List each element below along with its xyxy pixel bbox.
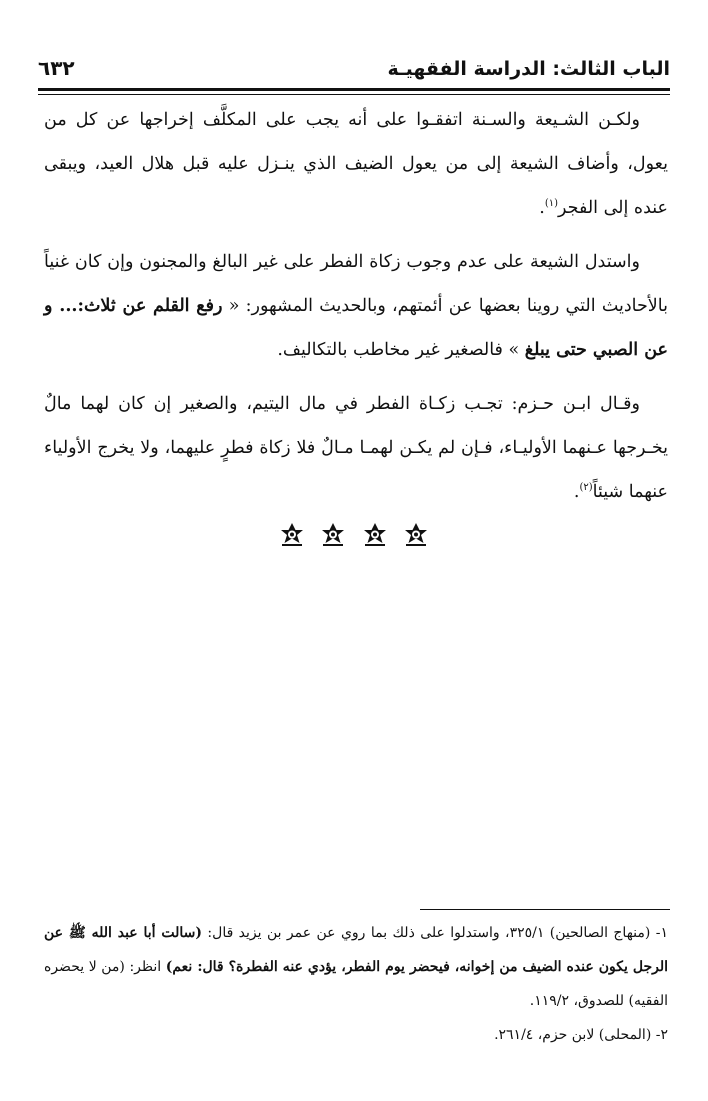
body-text — [44, 98, 668, 524]
footnote-ref-2[interactable]: (٢) — [579, 482, 593, 494]
paragraph-3-text: وقـال ابـن حـزم: تجـب زكـاة الفطر في مال اليتيم، والصغير إن كان لهما مالٌ يخـرجها عـنهما الأوليـاء، فـإن لم يكـن لهمـا مـالٌ فلا زكاة فطرٍ عليهما، ولا يخرج الأولياء عنهما شيئاً — [44, 394, 668, 502]
paragraph-2 — [44, 240, 668, 372]
star-ornament-icon — [362, 522, 388, 548]
star-ornament-icon — [279, 522, 305, 548]
star-ornament-icon — [320, 522, 346, 548]
footnote-separator — [420, 909, 670, 910]
page-number: ٦٣٢ — [38, 56, 75, 80]
footnote-2: ٢- (المحلى) لابن حزم، ٢٦١/٤. — [494, 1027, 668, 1043]
footnote-1 — [44, 916, 668, 1018]
footnote-ref-1[interactable]: (١) — [544, 198, 559, 210]
section-divider-ornaments — [0, 522, 708, 552]
star-ornament-icon — [403, 522, 429, 548]
chapter-title: الباب الثالث: الدراسة الفقهيـة — [387, 58, 670, 80]
footnote-1-quote: (سالت أبا عبد الله ﷺ عن الرجل يكون عنده الضيف من إخوانه، فيحضر يوم الفطر، يؤدي عنه الفطرة؟ قال: نعم) — [44, 925, 669, 975]
footnote-1-text-a: ١- (منهاج الصالحين) ٣٢٥/١، واستدلوا على ذلك بما روي عن عمر بن يزيد قال: — [202, 925, 669, 941]
paragraph-1 — [44, 98, 668, 230]
footnote-1-text-b: انظر: (من لا يحضره الفقيه) للصدوق، ١١٩/٢. — [44, 959, 668, 1009]
paragraph-1-end: . — [539, 198, 545, 218]
footnotes — [44, 916, 668, 1052]
header-rule-thin — [38, 94, 670, 95]
paragraph-3-end: . — [573, 482, 580, 502]
paragraph-2-text-b: » فالصغير غير مخاطب بالتكاليف. — [277, 340, 525, 360]
paragraph-3 — [44, 382, 668, 514]
paragraph-1-text: ولكـن الشـيعة والسـنة اتفقـوا على أنه يجب على المكلَّف إخراجها عن كل من يعول، وأضاف الشيعة إلى من يعول الضيف الذي ينـزل عليه قبل هلال العيد، ويبقى عنده إلى الفجر — [44, 110, 668, 218]
header-rule-thick — [38, 88, 670, 91]
hadith-quote: رفع القلم عن ثلاث:... و عن الصبي حتى يبلغ — [44, 296, 668, 360]
page-header — [38, 52, 670, 92]
paragraph-2-text-a: واستدل الشيعة على عدم وجوب زكاة الفطر على غير البالغ والمجنون وإن كان غنياً بالأحاديث التي روينا بعضها عن أئمتهم، وبالحديث المشهور: « — [44, 252, 668, 316]
